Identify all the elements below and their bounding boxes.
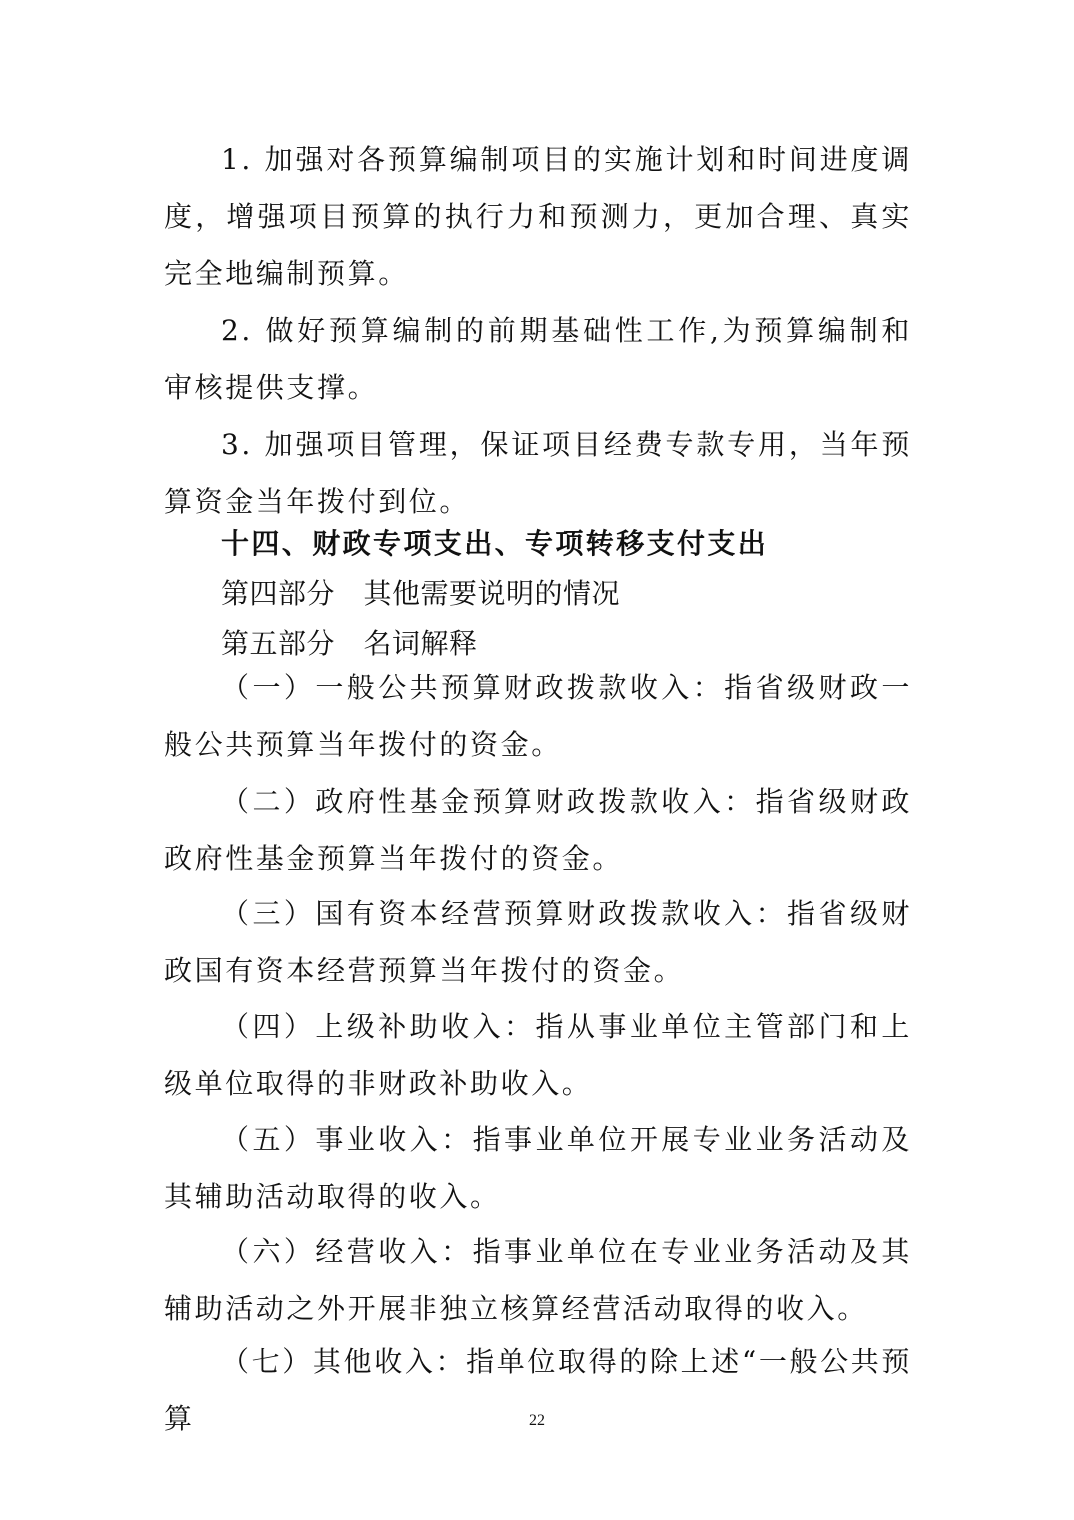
paragraph-2: 2. 做好预算编制的前期基础性工作,为预算编制和审核提供支撑。 — [164, 314, 912, 404]
definition-6: （六）经营收入：指事业单位在专业业务活动及其辅助活动之外开展非独立核算经营活动取得的收入。 — [164, 1235, 912, 1325]
definition-4: （四）上级补助收入：指从事业单位主管部门和上级单位取得的非财政补助收入。 — [164, 1010, 912, 1100]
part-5-heading: 第五部分 名词解释 — [221, 627, 478, 660]
page-number: 22 — [529, 1412, 545, 1429]
definition-7: （七）其他收入：指单位取得的除上述“一般公共预算 — [164, 1345, 912, 1435]
definition-1: （一）一般公共预算财政拨款收入：指省级财政一般公共预算当年拨付的资金。 — [164, 671, 912, 761]
definition-5: （五）事业收入：指事业单位开展专业业务活动及其辅助活动取得的收入。 — [164, 1123, 912, 1213]
paragraph-3: 3. 加强项目管理，保证项目经费专款专用，当年预算资金当年拨付到位。 — [164, 428, 912, 518]
definition-3: （三）国有资本经营预算财政拨款收入：指省级财政国有资本经营预算当年拨付的资金。 — [164, 897, 912, 987]
definition-2: （二）政府性基金预算财政拨款收入：指省级财政政府性基金预算当年拨付的资金。 — [164, 785, 912, 875]
part-4-heading: 第四部分 其他需要说明的情况 — [221, 577, 621, 610]
section-heading-14: 十四、财政专项支出、专项转移支付支出 — [221, 527, 769, 560]
paragraph-1: 1. 加强对各预算编制项目的实施计划和时间进度调度，增强项目预算的执行力和预测力，更加合理、真实完全地编制预算。 — [164, 143, 912, 290]
